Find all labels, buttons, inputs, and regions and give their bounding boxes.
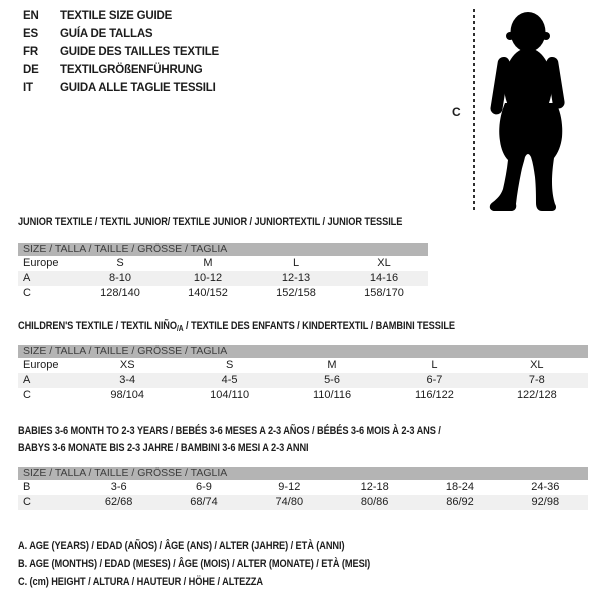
size-table-row — [18, 256, 428, 271]
language-row — [23, 79, 219, 97]
size-cell: S — [225, 359, 234, 371]
size-cell: 158/170 — [364, 287, 404, 299]
size-cell: 5-6 — [324, 374, 340, 386]
babies-heading-line1: BABIES 3-6 MONTH TO 2-3 YEARS / BEBÉS 3-6 MESES A 2-3 AÑOS / BÉBÉS 3-6 MOIS À 2-3 ANS / — [18, 425, 441, 437]
size-table-header: SIZE / TALLA / TAILLE / GRÖSSE / TAGLIA — [18, 345, 588, 358]
language-code: DE — [23, 64, 39, 76]
language-row — [23, 7, 219, 25]
size-cell: 74/80 — [275, 496, 304, 508]
row-label: A — [23, 374, 31, 386]
size-cell: 140/152 — [188, 287, 228, 299]
size-table-row — [18, 388, 588, 403]
legend-line-c: C. (cm) HEIGHT / ALTURA / HAUTEUR / HÖHE / ALTEZZA — [18, 576, 263, 588]
measurement-legend — [18, 537, 437, 591]
size-cell: 110/116 — [312, 389, 352, 401]
size-cell: 7-8 — [528, 374, 545, 386]
size-cell: S — [116, 257, 124, 269]
size-table-row — [18, 286, 428, 301]
children-heading-subscript: /A — [176, 324, 184, 333]
size-table-row — [18, 495, 588, 510]
height-measure-label: C — [452, 105, 461, 119]
size-cell: 3-6 — [110, 481, 127, 493]
language-title: TEXTILE SIZE GUIDE — [60, 10, 173, 22]
size-cell: 4-5 — [221, 374, 238, 386]
language-row — [23, 61, 219, 79]
babies-size-table — [18, 467, 588, 510]
language-title: GUIDE DES TAILLES TEXTILE — [60, 46, 219, 58]
children-heading-pre: CHILDREN'S TEXTILE / TEXTIL NIÑO — [18, 320, 177, 332]
size-table-row — [18, 358, 588, 373]
row-label: C — [23, 287, 31, 299]
children-size-table — [18, 345, 588, 403]
children-heading-post: / TEXTILE DES ENFANTS / KINDERTEXTIL / BAMBINI TESSILE — [183, 320, 455, 332]
row-label: A — [23, 272, 31, 284]
size-cell: 86/92 — [446, 496, 474, 508]
size-cell: 10-12 — [193, 272, 223, 284]
row-label: C — [23, 389, 31, 401]
size-cell: 9-12 — [278, 481, 301, 493]
size-cell: 12-18 — [360, 481, 389, 493]
size-cell: L — [431, 359, 438, 371]
language-code: IT — [23, 82, 33, 94]
size-cell: 12-13 — [281, 272, 311, 284]
size-cell: L — [292, 257, 300, 269]
size-cell: 18-24 — [445, 481, 475, 493]
size-cell: 62/68 — [104, 496, 133, 508]
legend-line-a: A. AGE (YEARS) / EDAD (AÑOS) / ÂGE (ANS) / ALTER (JAHRE) / ETÀ (ANNI) — [18, 540, 345, 552]
language-code: FR — [23, 46, 38, 58]
size-cell: 24-36 — [531, 481, 560, 493]
size-cell: 122/128 — [516, 389, 557, 401]
size-cell: 80/86 — [360, 496, 389, 508]
size-table-row — [18, 271, 428, 286]
height-measure-dashed-line — [473, 9, 475, 212]
row-label: C — [23, 496, 31, 508]
row-label: B — [23, 481, 31, 493]
language-title: TEXTILGRÖßENFÜHRUNG — [60, 64, 203, 76]
size-cell: 3-4 — [119, 374, 136, 386]
children-section-heading — [18, 318, 455, 338]
babies-heading-line2: BABYS 3-6 MONATE BIS 2-3 JAHRE / BAMBINI 3-6 MESI A 2-3 ANNI — [18, 441, 309, 454]
size-table-row — [18, 480, 588, 495]
size-cell: 116/122 — [414, 389, 454, 401]
legend-line-b: B. AGE (MONTHS) / EDAD (MESES) / ÂGE (MOIS) / ALTER (MONATE) / ETÀ (MESI) — [18, 558, 371, 570]
size-cell: XS — [119, 359, 135, 371]
size-cell: 6-7 — [426, 374, 443, 386]
size-table-header: SIZE / TALLA / TAILLE / GRÖSSE / TAGLIA — [18, 243, 428, 256]
size-cell: 98/104 — [110, 389, 145, 401]
size-cell: 68/74 — [190, 496, 218, 508]
size-cell: M — [203, 257, 213, 269]
size-table-header: SIZE / TALLA / TAILLE / GRÖSSE / TAGLIA — [18, 467, 588, 480]
row-label: Europe — [23, 257, 59, 269]
size-cell: 6-9 — [196, 481, 212, 493]
babies-section-heading — [18, 423, 441, 456]
row-label: Europe — [23, 359, 59, 371]
size-cell: 14-16 — [369, 272, 399, 284]
language-code: ES — [23, 28, 38, 40]
size-cell: XL — [377, 257, 391, 269]
junior-size-table — [18, 243, 428, 301]
size-cell: 152/158 — [276, 287, 316, 299]
size-cell: M — [327, 359, 337, 371]
size-cell: 8-10 — [108, 272, 132, 284]
size-cell: 104/110 — [210, 389, 250, 401]
junior-section-heading: JUNIOR TEXTILE / TEXTIL JUNIOR/ TEXTILE JUNIOR / JUNIORTEXTIL / JUNIOR TESSILE — [18, 216, 403, 228]
language-row — [23, 25, 219, 43]
language-code: EN — [23, 10, 39, 22]
language-title-list — [23, 7, 219, 97]
size-cell: XL — [530, 359, 544, 371]
toddler-silhouette-icon — [483, 7, 573, 215]
size-cell: 92/98 — [531, 496, 560, 508]
size-table-row — [18, 373, 588, 388]
language-row — [23, 43, 219, 61]
size-cell: 128/140 — [100, 287, 140, 299]
language-title: GUÍA DE TALLAS — [60, 28, 153, 40]
language-title: GUIDA ALLE TAGLIE TESSILI — [60, 82, 216, 94]
